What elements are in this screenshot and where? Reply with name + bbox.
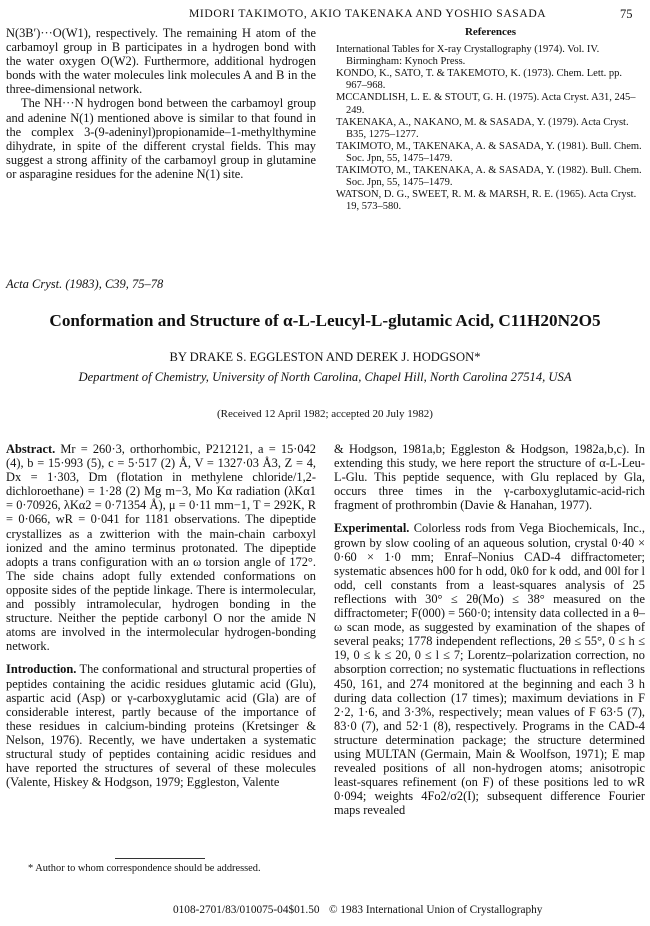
previous-article-paragraph: The NH···N hydrogen bond between the carbamoyl group and adenine N(1) mentioned above is similar to that found in the complex 3-(9-adeninyl)propionamide–1-methylthymine dihydrate, in spite of the different crystal fields. This may suggest a strong affinity of the carbamoyl group in glutamine or asparagine residues for the adenine N(1) site.: [6, 96, 316, 181]
references-heading: References: [464, 26, 517, 38]
abstract-label: Abstract.: [6, 442, 56, 456]
author-affiliation: Department of Chemistry, University of North Carolina, Chapel Hill, North Carolina 27514, USA: [78, 370, 572, 384]
reference-item: MCCANDLISH, L. E. & STOUT, G. H. (1975). Acta Cryst. A31, 245–249.: [336, 92, 636, 116]
experimental-text: Colorless rods from Vega Biochemicals, Inc., grown by slow cooling of an aqueous solution, crystal 0·40 × 0·60 × 1·0 mm; Enraf–Nonius CAD-4 diffractometer; systematic absences h00 for h odd, 0k0 for k odd, and 00l for l odd, cell constants from a least-squares analysis of 25 reflections with 30° ≤ 2θ(Mo) ≤ 38° measured on the diffractometer; F(000) = 560·0; intensity data collected in a θ–ω scan mode, as suggested by examination of the shapes of several peaks; 1778 independent reflections, 2θ ≤ 55°, 0 ≤ h ≤ 19, 0 ≤ k ≤ 20, 0 ≤ l ≤ 7; Lorentz–polarization correction, no absorption correction; no systematic fluctuations in reflections 450, 161, and 274 monitored at the beginning and each 3 h during data collection (17 times); maximum deviations in F 2·2, 1·6, and 3·3%, respectively; mean values of F 63·5 (7), 83·0 (7), and 52·1 (8), respectively. Programs in the CAD-4 structure determination package; the structure determined using MULTAN (Germain, Main & Woolfson, 1971); E map revealed positions of all non-hydrogen atoms; anisotropic least-squares refinement (on F) of these positions led to wR 0·094; weights 4Fo2/σ2(I); subsequent difference Fourier maps revealed: [334, 521, 645, 818]
reference-item: TAKIMOTO, M., TAKENAKA, A. & SASADA, Y. (1981). Bull. Chem. Soc. Jpn, 55, 1475–1479.: [336, 140, 642, 164]
previous-article-paragraph: N(3B′)···O(W1), respectively. The remaining H atom of the carbamoyl group in B participates in a hydrogen bond with the water oxygen O(W2). Furthermore, additional hydrogen bonds with the water molecules link molecules A and B in the three-dimensional network.: [6, 26, 316, 97]
right-column: [334, 442, 645, 817]
reference-item: TAKIMOTO, M., TAKENAKA, A. & SASADA, Y. (1982). Bull. Chem. Soc. Jpn, 55, 1475–1479.: [336, 165, 642, 189]
header-authors: MIDORI TAKIMOTO, AKIO TAKENAKA AND YOSHIO SASADA: [189, 7, 547, 20]
references-section: [336, 26, 645, 213]
introduction-continued: & Hodgson, 1981a,b; Eggleston & Hodgson, 1982a,b,c). In extending this study, we here report the structure of α-L-Leu-L-Glu. This peptide sequence, with Glu replaced by Gla, occurs three times in the γ-carboxyglutamic-acid-rich fragment of prothrombin (Davie & Hanahan, 1977).: [334, 442, 645, 513]
introduction-label: Introduction.: [6, 662, 77, 677]
reference-item: KONDO, K., SATO, T. & TAKEMOTO, K. (1973). Chem. Lett. pp. 967–968.: [336, 68, 623, 92]
left-column: [6, 442, 316, 789]
reference-item: International Tables for X-ray Crystallography (1974). Vol. IV. Birmingham: Kynoch Press.: [336, 44, 600, 68]
reference-item: WATSON, D. G., SWEET, R. M. & MARSH, R. E. (1965). Acta Cryst. 19, 573–580.: [336, 189, 637, 213]
copyright-line: © 1983 International Union of Crystallography: [329, 904, 543, 916]
abstract-text: Mr = 260·3, orthorhombic, P212121, a = 15·042 (4), b = 15·993 (5), c = 5·517 (2) Å, V = 1327·03 Å3, Z = 4, Dx = 1·303, Dm (flotation in methylene chloride/1,2-dichloroethane) = 1·28 (2) Mg m−3, Mo Kα radiation (λKα1 = 0·70926, λKα2 = 0·71354 Å), μ = 0·11 mm−1, T = 292K, R = 0·066, wR = 0·041 for 1181 observations. The dipeptide crystallizes as a zwitterion with the main-chain carboxyl ionized and the amino terminus protonated. The dipeptide adopts a trans configuration with an ω torsion angle of 172°. The side chains adopt fully extended conformations on opposite sides of the peptide linkage. There is intermolecular, and possibly intramolecular, hydrogen bonding in the structure. Neither the peptide carbonyl O nor the amide N atoms are involved in the intermolecular hydrogen-bonding network.: [6, 442, 316, 654]
reference-item: TAKENAKA, A., NAKANO, M. & SASADA, Y. (1979). Acta Cryst. B35, 1275–1277.: [336, 116, 629, 140]
experimental-label: Experimental.: [334, 521, 410, 536]
journal-citation: Acta Cryst. (1983), C39, 75–78: [6, 277, 164, 291]
article-title: Conformation and Structure of α-L-Leucyl-L-glutamic Acid, C11H20N2O5: [49, 311, 601, 330]
footnote: * Author to whom correspondence should be addressed.: [28, 863, 261, 874]
footnote-divider: [115, 858, 205, 859]
received-dates: (Received 12 April 1982; accepted 20 July 1982): [217, 408, 433, 420]
previous-article-conclusion: [6, 26, 316, 181]
introduction-text: The conformational and structural properties of peptides containing the acidic residues glutamic acid (Glu), aspartic acid (Asp) or γ-carboxyglutamic acid (Gla) are of considerable interest, partly because of the importance of these residues in calcium-binding proteins (Kretsinger & Nelson, 1976). Recently, we have undertaken a systematic structural study of peptides containing acidic residues and have reported the structures of several of these molecules (Valente, Hiskey & Hodgson, 1979; Eggleston, Valente: [6, 662, 316, 790]
page-number: 75: [620, 7, 633, 21]
article-authors: BY DRAKE S. EGGLESTON AND DEREK J. HODGSON*: [169, 350, 481, 364]
article-code: 0108-2701/83/010075-04$01.50: [173, 904, 320, 916]
